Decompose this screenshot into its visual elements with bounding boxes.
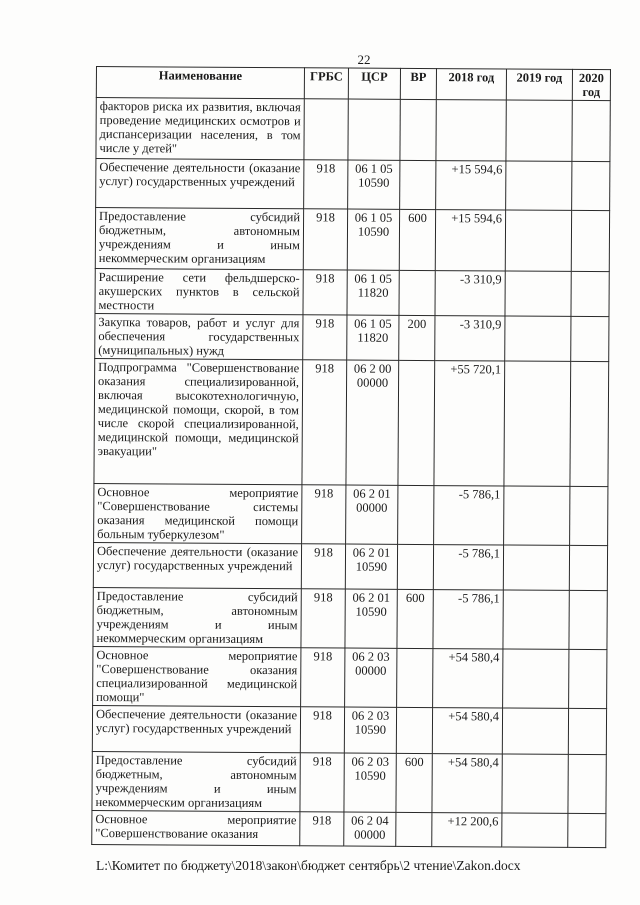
row-grbs-cell <box>304 99 348 160</box>
table-row <box>92 751 606 813</box>
row-name-cell: Обеспечение деятельности (оказание услуг) государственных учреждений <box>93 542 301 588</box>
row-name-cell: Обеспечение деятельности (оказание услуг) государственных учреждений <box>96 159 304 209</box>
row-vr-cell <box>397 544 433 589</box>
row-2020-cell <box>572 161 610 210</box>
row-2020-cell <box>569 590 607 649</box>
row-2019-cell <box>503 545 569 590</box>
table-row <box>94 358 609 486</box>
table-row <box>95 268 609 316</box>
table-row <box>93 646 607 708</box>
row-2020-cell <box>571 210 609 271</box>
row-grbs-cell: 918 <box>302 360 347 485</box>
row-name-cell: Предоставление субсидий бюджетным, автономным учреждениям и иным некоммерческим организациям <box>93 587 301 647</box>
table-row <box>95 313 609 361</box>
row-name-cell: факторов риска их развития, включая проведение медицинских осмотров и диспансеризации населения, в том числе у детей" <box>96 98 304 160</box>
row-grbs-cell: 918 <box>302 485 346 544</box>
row-csr-cell: 06 2 00 00000 <box>346 360 399 485</box>
row-csr-cell: 06 2 04 00000 <box>344 812 396 846</box>
row-vr-cell <box>396 812 432 846</box>
row-2018-cell: -5 786,1 <box>433 590 503 649</box>
table-row <box>93 542 607 590</box>
row-2019-cell <box>505 271 571 316</box>
row-2018-cell: -5 786,1 <box>434 486 504 545</box>
row-vr-cell <box>397 648 433 707</box>
row-grbs-cell: 918 <box>300 753 344 812</box>
row-grbs-cell: 918 <box>301 648 345 707</box>
row-name-cell: Обеспечение деятельности (оказание услуг) государственных учреждений <box>92 705 300 752</box>
row-2020-cell <box>571 316 609 361</box>
row-csr-cell: 06 1 05 11820 <box>347 270 399 315</box>
header-grbs: ГРБС <box>304 68 348 99</box>
row-2019-cell <box>502 813 568 847</box>
header-vr: ВР <box>400 68 436 99</box>
table-body <box>92 98 611 848</box>
row-name-cell: Предоставление субсидий бюджетным, автономным учреждениям и иным некоммерческим организациям <box>92 751 300 811</box>
row-2019-cell <box>503 590 569 649</box>
row-2019-cell <box>506 100 572 161</box>
row-vr-cell <box>398 360 435 485</box>
row-2018-cell: +54 580,4 <box>432 754 502 813</box>
row-2020-cell <box>569 545 607 590</box>
row-name-cell: Подпрограмма "Совершенствование оказания специализированной, включая высокотехнологичную, медицинской помощи, скорой, в том числе скорой специализированной, медицинской помощи, медицинской эвакуации" <box>94 358 303 484</box>
row-grbs-cell: 918 <box>300 812 344 846</box>
row-2018-cell: -3 310,9 <box>435 271 505 316</box>
row-2019-cell <box>502 754 568 813</box>
header-csr: ЦСР <box>348 68 400 99</box>
header-2019: 2019 год <box>506 69 572 100</box>
table-row <box>94 483 608 545</box>
row-vr-cell <box>399 270 435 315</box>
row-grbs-cell: 918 <box>303 209 347 270</box>
row-csr-cell: 06 1 05 10590 <box>347 209 399 270</box>
table-row <box>96 159 610 211</box>
row-csr-cell: 06 1 05 10590 <box>348 160 400 209</box>
header-2020: 2020 год <box>572 69 610 100</box>
row-vr-cell: 600 <box>399 209 435 270</box>
row-2019-cell <box>503 649 569 708</box>
row-vr-cell: 600 <box>397 589 433 648</box>
row-2018-cell: +12 200,6 <box>432 813 502 847</box>
row-grbs-cell: 918 <box>301 589 345 648</box>
row-name-cell: Основное мероприятие "Совершенствование системы оказания медицинской помощи больным туберкулезом" <box>94 483 302 543</box>
row-2020-cell <box>568 708 606 754</box>
row-2020-cell <box>569 649 607 708</box>
row-name-cell: Расширение сети фельдшерско-акушерских пунктов в сельской местности <box>95 268 303 314</box>
row-2019-cell <box>504 486 570 545</box>
row-2020-cell <box>570 486 608 545</box>
row-name-cell: Основное мероприятие "Совершенствование оказания специализированной медицинской помощи" <box>93 646 301 706</box>
row-2020-cell <box>568 754 606 813</box>
row-2020-cell <box>568 813 606 847</box>
row-csr-cell: 06 2 01 10590 <box>345 589 397 648</box>
row-2019-cell <box>505 316 571 361</box>
row-csr-cell: 06 1 05 11820 <box>347 315 399 360</box>
row-vr-cell: 200 <box>399 315 435 360</box>
row-csr-cell: 06 2 01 00000 <box>346 485 398 544</box>
row-grbs-cell: 918 <box>304 160 348 209</box>
row-name-cell: Предоставление субсидий бюджетным, автономным учреждениям и иным некоммерческим организациям <box>95 208 303 270</box>
table-row <box>93 587 607 649</box>
file-path-footer: L:\Комитет по бюджету\2018\закон\бюджет сентябрь\2 чтение\Zakon.docx <box>96 858 521 873</box>
row-csr-cell: 06 2 03 10590 <box>344 707 396 753</box>
row-grbs-cell: 918 <box>300 707 344 753</box>
row-2018-cell: +54 580,4 <box>433 649 503 708</box>
table-row <box>95 208 609 272</box>
row-csr-cell <box>348 99 400 160</box>
row-vr-cell <box>400 99 436 160</box>
row-vr-cell <box>400 160 436 209</box>
row-csr-cell: 06 2 03 00000 <box>345 648 397 707</box>
row-2018-cell: +15 594,6 <box>435 210 505 271</box>
row-name-cell: Основное мероприятие "Совершенствование оказания <box>92 810 300 845</box>
row-2018-cell <box>436 100 506 161</box>
budget-table <box>91 66 611 848</box>
table-row <box>92 705 606 754</box>
row-2020-cell <box>570 361 609 486</box>
row-2018-cell: -3 310,9 <box>435 316 505 361</box>
row-grbs-cell: 918 <box>303 315 347 360</box>
row-name-cell: Закупка товаров, работ и услуг для обеспечения государственных (муниципальных) нужд <box>95 313 303 359</box>
row-2018-cell: +54 580,4 <box>432 708 502 754</box>
table-row <box>96 98 610 162</box>
row-2020-cell <box>571 271 609 316</box>
header-name: Наименование <box>96 67 304 99</box>
row-vr-cell: 600 <box>396 753 432 812</box>
row-2019-cell <box>505 210 571 271</box>
row-2019-cell <box>506 161 572 210</box>
page-number: 22 <box>357 52 371 67</box>
row-2018-cell: -5 786,1 <box>433 545 503 590</box>
row-vr-cell <box>396 707 432 753</box>
row-2019-cell <box>502 708 568 754</box>
row-csr-cell: 06 2 03 10590 <box>344 753 396 812</box>
row-2020-cell <box>572 100 610 161</box>
row-2019-cell <box>504 361 571 486</box>
row-grbs-cell: 918 <box>303 270 347 315</box>
row-2018-cell: +55 720,1 <box>434 361 505 486</box>
table-row <box>92 810 606 847</box>
header-2018: 2018 год <box>436 69 506 100</box>
row-csr-cell: 06 2 01 10590 <box>345 544 397 589</box>
row-2018-cell: +15 594,6 <box>436 161 506 210</box>
row-vr-cell <box>398 485 434 544</box>
row-grbs-cell: 918 <box>301 544 345 589</box>
table-header-row <box>96 67 610 101</box>
